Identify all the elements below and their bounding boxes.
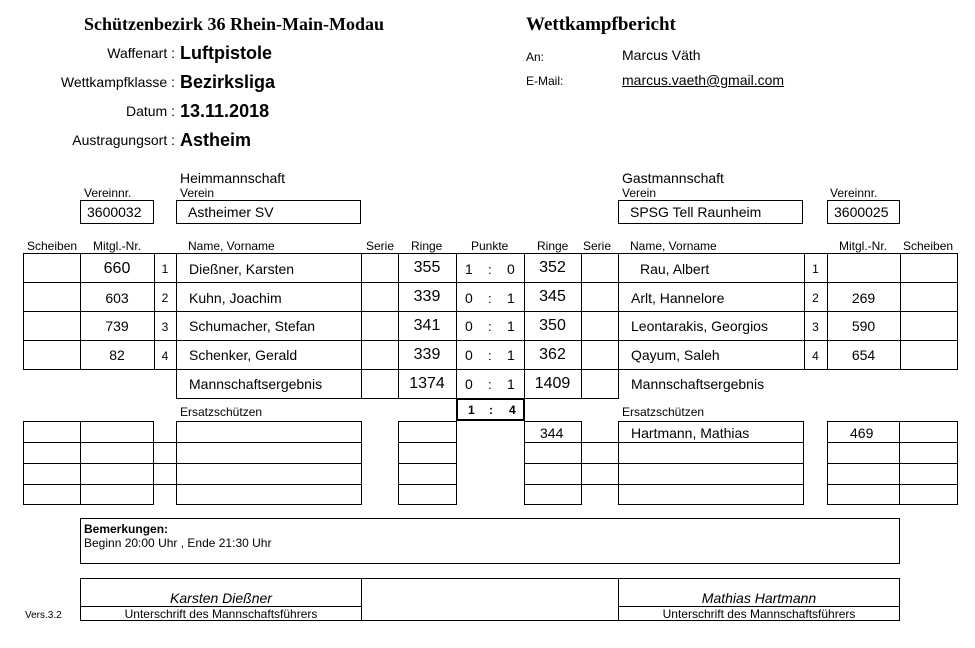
subs-row-line — [398, 484, 457, 485]
home-rings-1: 355 — [413, 259, 441, 276]
col-separator — [581, 253, 582, 399]
home-club-box — [176, 200, 361, 224]
home-club-no-box — [80, 200, 154, 224]
district-title: Schützenbezirk 36 Rhein-Main-Modau — [84, 14, 385, 34]
points-colon: : — [488, 377, 492, 392]
home-pos-3: 3 — [161, 320, 169, 334]
home-points-3: 0 — [465, 318, 473, 334]
guest-section-title: Gastmannschaft — [622, 170, 724, 186]
remarks-label: Bemerkungen: — [84, 522, 169, 536]
col-ringe-home: Ringe — [411, 239, 443, 253]
guest-points-3: 1 — [507, 318, 515, 334]
guest-points-2: 1 — [507, 290, 515, 306]
version-label: Vers.3.2 — [25, 610, 62, 621]
guest-rings-4: 362 — [539, 346, 566, 363]
home-points-2: 0 — [465, 290, 473, 306]
guest-sub-rings: 344 — [540, 425, 564, 441]
guest-name-1: Rau, Albert — [640, 261, 710, 277]
subs-row-line — [398, 442, 457, 443]
guest-name-2: Arlt, Hannelore — [631, 290, 725, 306]
home-member-3: 739 — [105, 318, 129, 334]
home-club-no: 3600032 — [87, 204, 142, 220]
remarks-text: Beginn 20:00 Uhr , Ende 21:30 Uhr — [84, 536, 272, 550]
guest-pos-1: 1 — [812, 262, 819, 276]
row-separator — [23, 311, 958, 312]
guest-pos-3: 3 — [812, 320, 819, 334]
home-pos-4: 4 — [161, 349, 169, 363]
class-label: Wettkampfklasse : — [60, 74, 175, 90]
home-name-2: Kuhn, Joachim — [189, 290, 282, 306]
subs-row-line — [524, 484, 804, 485]
weapon-label: Waffenart : — [107, 45, 175, 61]
guest-signature-caption: Unterschrift des Mannschaftsführers — [662, 607, 856, 621]
subs-row-line — [827, 442, 958, 443]
guest-club-no-box — [827, 200, 900, 224]
home-name-3: Schumacher, Stefan — [189, 318, 316, 334]
home-team-rings: 1374 — [409, 375, 445, 392]
subs-row-line — [398, 463, 457, 464]
home-pos-1: 1 — [161, 262, 169, 276]
match-result-box — [456, 398, 525, 421]
guest-team-result-label: Mannschaftsergebnis — [631, 376, 765, 392]
match-result-colon: : — [489, 403, 493, 417]
home-rings-4: 339 — [413, 346, 441, 363]
guest-club-no: 3600025 — [834, 204, 889, 220]
col-scheiben-guest: Scheiben — [903, 239, 954, 253]
date-label: Datum : — [125, 103, 175, 119]
col-serie-home: Serie — [366, 239, 395, 253]
col-separator — [361, 253, 362, 399]
guest-club: SPSG Tell Raunheim — [630, 204, 762, 220]
subs-row-line — [827, 463, 958, 464]
guest-club-label: Verein — [622, 186, 657, 200]
col-separator — [456, 253, 457, 399]
guest-rings-2: 345 — [539, 288, 566, 305]
home-club-label: Verein — [180, 186, 215, 200]
guest-rings-1: 352 — [539, 259, 566, 276]
home-signature-caption: Unterschrift des Mannschaftsführers — [124, 607, 318, 621]
guest-rings-3: 350 — [539, 317, 566, 334]
col-ringe-guest: Ringe — [537, 239, 569, 253]
date-value: 13.11.2018 — [180, 101, 270, 121]
guest-club-box — [618, 200, 803, 224]
col-scheiben-home: Scheiben — [27, 239, 78, 253]
email-label: E-Mail: — [526, 74, 564, 88]
guest-member-3: 590 — [851, 318, 876, 334]
subs-row-line — [524, 442, 804, 443]
subs-row-line — [23, 463, 362, 464]
email-link[interactable]: marcus.vaeth@gmail.com — [622, 72, 785, 88]
points-colon: : — [488, 262, 492, 277]
report-title: Wettkampfbericht — [526, 14, 676, 35]
team-result-bottom — [176, 398, 619, 399]
subs-row-line — [23, 442, 362, 443]
home-rings-3: 341 — [413, 317, 441, 334]
home-section-title: Heimmannschaft — [180, 170, 286, 186]
home-pos-2: 2 — [161, 291, 169, 305]
row-separator — [23, 282, 958, 283]
subs-row-line — [23, 484, 362, 485]
home-points-4: 0 — [465, 347, 473, 363]
home-member-1: 660 — [103, 260, 131, 277]
guest-sub-name: Hartmann, Mathias — [631, 425, 750, 441]
col-separator — [618, 253, 619, 399]
guest-member-4: 654 — [851, 347, 876, 363]
guest-member-2: 269 — [851, 290, 876, 306]
home-club: Astheimer SV — [188, 204, 274, 220]
row-separator — [23, 340, 958, 341]
class-value: Bezirksliga — [180, 72, 276, 92]
remarks-box — [80, 518, 900, 564]
guest-name-4: Qayum, Saleh — [631, 347, 720, 363]
home-subs-label: Ersatzschützen — [180, 405, 263, 419]
to-label: An: — [526, 50, 545, 64]
guest-sub-member: 469 — [850, 425, 874, 441]
guest-team-rings: 1409 — [534, 375, 571, 392]
subs-row-line — [524, 463, 804, 464]
col-name-guest: Name, Vorname — [630, 239, 717, 253]
home-team-points: 0 — [465, 376, 473, 392]
home-name-1: Dießner, Karsten — [189, 261, 295, 277]
guest-pos-4: 4 — [812, 349, 819, 363]
col-mitgl-guest: Mitgl.-Nr. — [839, 239, 887, 253]
home-rings-2: 339 — [413, 288, 441, 305]
col-serie-guest: Serie — [583, 239, 612, 253]
guest-points-1: 0 — [507, 261, 515, 277]
points-colon: : — [488, 319, 492, 334]
points-colon: : — [488, 348, 492, 363]
match-result-guest: 4 — [509, 403, 516, 417]
subs-row-line — [827, 484, 958, 485]
guest-pos-2: 2 — [812, 291, 819, 305]
home-team-result-label: Mannschaftsergebnis — [189, 376, 323, 392]
to-value: Marcus Väth — [622, 47, 701, 63]
home-member-2: 603 — [105, 290, 129, 306]
venue-label: Austragungsort : — [72, 132, 175, 148]
col-separator — [900, 253, 901, 370]
weapon-value: Luftpistole — [180, 43, 272, 63]
guest-club-no-label: Vereinnr. — [830, 186, 878, 200]
guest-points-4: 1 — [507, 347, 515, 363]
col-separator — [176, 253, 177, 399]
points-colon: : — [488, 291, 492, 306]
col-mitgl-home: Mitgl.-Nr. — [93, 239, 141, 253]
col-name-home: Name, Vorname — [188, 239, 275, 253]
match-result-home: 1 — [468, 403, 475, 417]
home-points-1: 1 — [465, 261, 473, 277]
guest-name-3: Leontarakis, Georgios — [631, 318, 768, 334]
home-name-4: Schenker, Gerald — [189, 347, 298, 363]
guest-subs-label: Ersatzschützen — [622, 405, 705, 419]
col-punkte: Punkte — [471, 239, 509, 253]
home-member-4: 82 — [109, 347, 125, 363]
guest-captain-signature: Mathias Hartmann — [701, 590, 817, 606]
guest-team-points: 1 — [507, 376, 515, 392]
venue-value: Astheim — [180, 130, 252, 150]
home-captain-signature: Karsten Dießner — [170, 590, 272, 606]
home-club-no-label: Vereinnr. — [84, 186, 132, 200]
